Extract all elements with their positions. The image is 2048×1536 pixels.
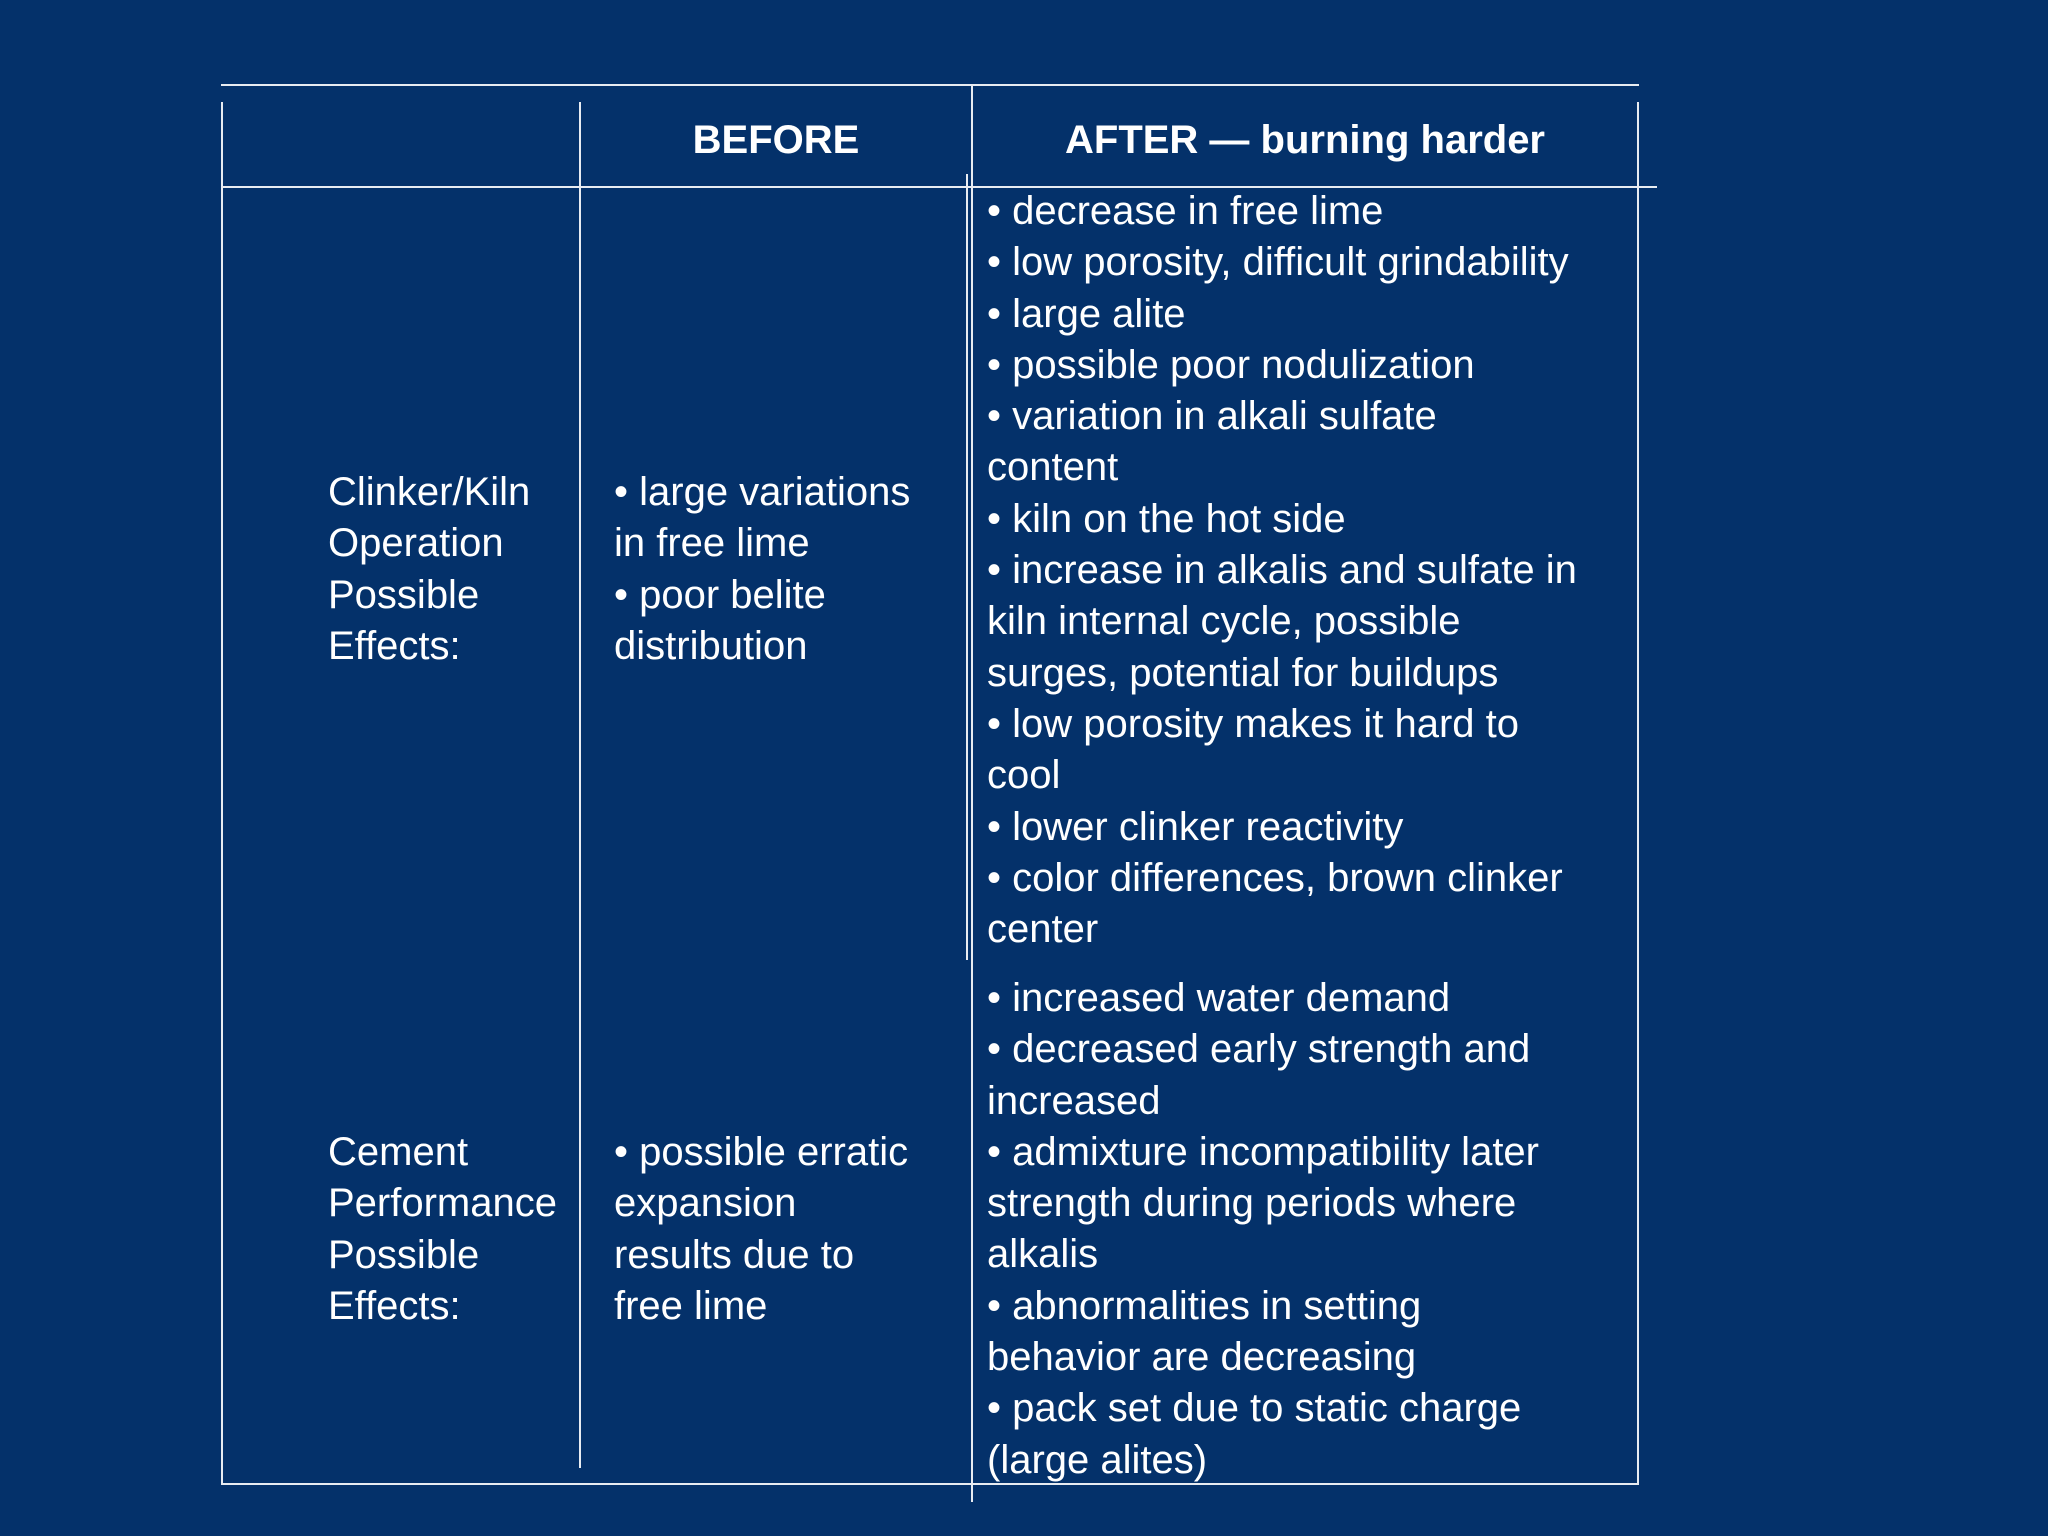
after-line: • large alite bbox=[987, 291, 1186, 336]
label-line: Performance bbox=[328, 1181, 557, 1226]
header-before: BEFORE bbox=[692, 118, 860, 162]
after-line: • color differences, brown clinker bbox=[987, 855, 1563, 900]
after-line: • decrease in free lime bbox=[987, 189, 1384, 233]
after-line: • admixture incompatibility later bbox=[987, 1129, 1539, 1174]
before-line: in free lime bbox=[614, 521, 810, 566]
after-line: cool bbox=[987, 753, 1061, 798]
row-cement-after bbox=[987, 973, 1539, 1486]
after-line: • possible poor nodulization bbox=[987, 342, 1475, 387]
after-line: strength during periods where bbox=[987, 1181, 1517, 1226]
after-line: • low porosity makes it hard to bbox=[987, 701, 1519, 746]
before-line: expansion bbox=[614, 1181, 797, 1226]
after-line: • increased water demand bbox=[987, 976, 1451, 1020]
after-line: • increase in alkalis and sulfate in bbox=[987, 548, 1577, 593]
before-line: • possible erratic bbox=[614, 1130, 909, 1174]
after-line: • variation in alkali sulfate bbox=[987, 394, 1437, 439]
label-line: Effects: bbox=[328, 623, 461, 668]
after-line: increased bbox=[987, 1078, 1161, 1123]
after-line: • lower clinker reactivity bbox=[987, 804, 1404, 849]
before-line: results due to bbox=[614, 1232, 855, 1277]
table-left-border bbox=[221, 102, 223, 1485]
label-line: Possible bbox=[328, 1232, 480, 1277]
before-line: • large variations bbox=[614, 470, 911, 514]
label-line: Possible bbox=[328, 572, 480, 617]
row-clinker-after bbox=[987, 186, 1577, 955]
column-divider-2-overlap bbox=[966, 174, 968, 960]
after-line: • low porosity, difficult grindability bbox=[987, 240, 1569, 285]
column-divider-2 bbox=[971, 84, 973, 1502]
after-line: • abnormalities in setting bbox=[987, 1283, 1422, 1328]
label-line: Clinker/Kiln bbox=[328, 470, 531, 514]
after-line: surges, potential for buildups bbox=[987, 650, 1499, 695]
after-line: alkalis bbox=[987, 1232, 1099, 1277]
after-line: behavior are decreasing bbox=[987, 1335, 1417, 1380]
after-line: kiln internal cycle, possible bbox=[987, 599, 1461, 644]
before-line: free lime bbox=[614, 1283, 768, 1328]
table-right-border bbox=[1637, 102, 1639, 1485]
after-line: center bbox=[987, 907, 1099, 952]
after-line: • pack set due to static charge bbox=[987, 1386, 1522, 1431]
row-cement-before bbox=[614, 1127, 908, 1332]
row-clinker-before bbox=[614, 467, 910, 672]
label-line: Effects: bbox=[328, 1283, 461, 1328]
after-line: • decreased early strength and bbox=[987, 1027, 1531, 1072]
label-line: Cement bbox=[328, 1130, 469, 1174]
after-line: (large alites) bbox=[987, 1437, 1208, 1482]
column-divider-1 bbox=[579, 102, 581, 1468]
label-line: Operation bbox=[328, 521, 504, 566]
header-after: AFTER — burning harder bbox=[1065, 118, 1545, 162]
row-clinker-label bbox=[328, 467, 530, 672]
after-line: • kiln on the hot side bbox=[987, 496, 1346, 541]
before-line: • poor belite bbox=[614, 572, 826, 617]
table-top-border bbox=[221, 84, 1639, 86]
after-line: content bbox=[987, 445, 1119, 490]
row-cement-label bbox=[328, 1127, 557, 1332]
before-line: distribution bbox=[614, 623, 808, 668]
